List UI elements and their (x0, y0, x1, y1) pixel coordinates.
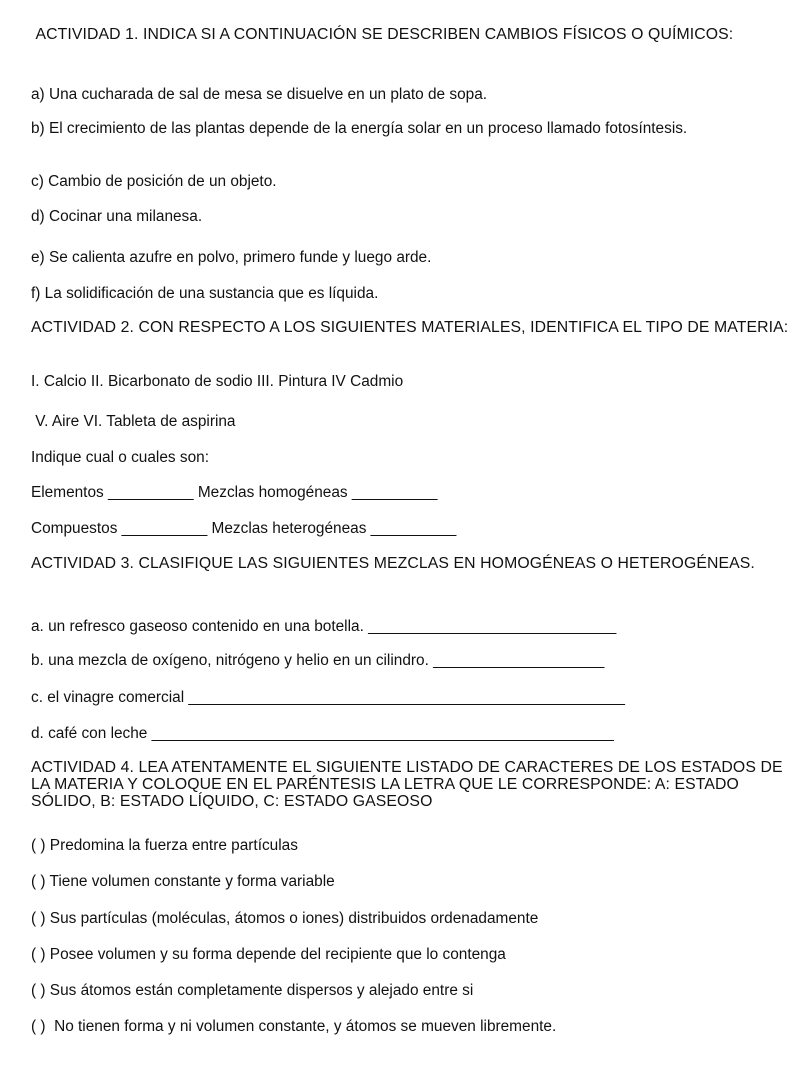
activity2-materials-line1: I. Calcio II. Bicarbonato de sodio III. Pintura IV Cadmio (31, 373, 404, 390)
activity4-item-2: ( ) Tiene volumen constante y forma variable (31, 873, 335, 890)
activity4-item-3: ( ) Sus partículas (moléculas, átomos o iones) distribuidos ordenadamente (31, 910, 539, 927)
activity3-item-d: d. café con leche ______________________________________________________ (31, 725, 614, 742)
activity4-item-1: ( ) Predomina la fuerza entre partículas (31, 837, 298, 854)
activity1-item-d: d) Cocinar una milanesa. (31, 208, 203, 225)
activity2-materials-line2: V. Aire VI. Tableta de aspirina (31, 413, 236, 430)
activity4-heading: ACTIVIDAD 4. LEA ATENTAMENTE EL SIGUIENTE LISTADO DE CARACTERES DE LOS ESTADOS DE LA MATERIA Y COLOQUE EN EL PARÉNTESIS LA LETRA QUE LE CORRESPONDE: A: ESTADO SÓLIDO, B: ESTADO LÍQUIDO, C: ESTADO GASEOSO (31, 759, 788, 810)
activity3-item-a: a. un refresco gaseoso contenido en una botella. _____________________________ (31, 618, 617, 635)
activity4-item-4: ( ) Posee volumen y su forma depende del recipiente que lo contenga (31, 946, 506, 963)
activity1-item-a: a) Una cucharada de sal de mesa se disuelve en un plato de sopa. (31, 86, 488, 103)
activity1-item-c: c) Cambio de posición de un objeto. (31, 173, 277, 190)
activity1-item-e: e) Se calienta azufre en polvo, primero funde y luego arde. (31, 249, 432, 266)
activity4-item-5: ( ) Sus átomos están completamente dispersos y alejado entre si (31, 982, 474, 999)
activity1-heading: ACTIVIDAD 1. INDICA SI A CONTINUACIÓN SE DESCRIBEN CAMBIOS FÍSICOS O QUÍMICOS: (31, 26, 734, 43)
activity2-prompt: Indique cual o cuales son: (31, 449, 209, 466)
activity3-item-b: b. una mezcla de oxígeno, nitrógeno y helio en un cilindro. ____________________ (31, 652, 605, 669)
activity3-heading: ACTIVIDAD 3. CLASIFIQUE LAS SIGUIENTES MEZCLAS EN HOMOGÉNEAS O HETEROGÉNEAS. (31, 555, 755, 572)
activity2-row2: Compuestos __________ Mezclas heterogéneas __________ (31, 520, 457, 537)
activity1-item-b: b) El crecimiento de las plantas depende de la energía solar en un proceso llamado fotosíntesis. (31, 120, 688, 137)
activity4-item-6: ( ) No tienen forma y ni volumen constante, y átomos se mueven libremente. (31, 1018, 557, 1035)
activity2-heading: ACTIVIDAD 2. CON RESPECTO A LOS SIGUIENTES MATERIALES, IDENTIFICA EL TIPO DE MATERIA: (31, 319, 789, 336)
activity2-row1: Elementos __________ Mezclas homogéneas __________ (31, 484, 438, 501)
activity1-item-f: f) La solidificación de una sustancia que es líquida. (31, 285, 379, 302)
activity3-item-c: c. el vinagre comercial ___________________________________________________ (31, 689, 625, 706)
